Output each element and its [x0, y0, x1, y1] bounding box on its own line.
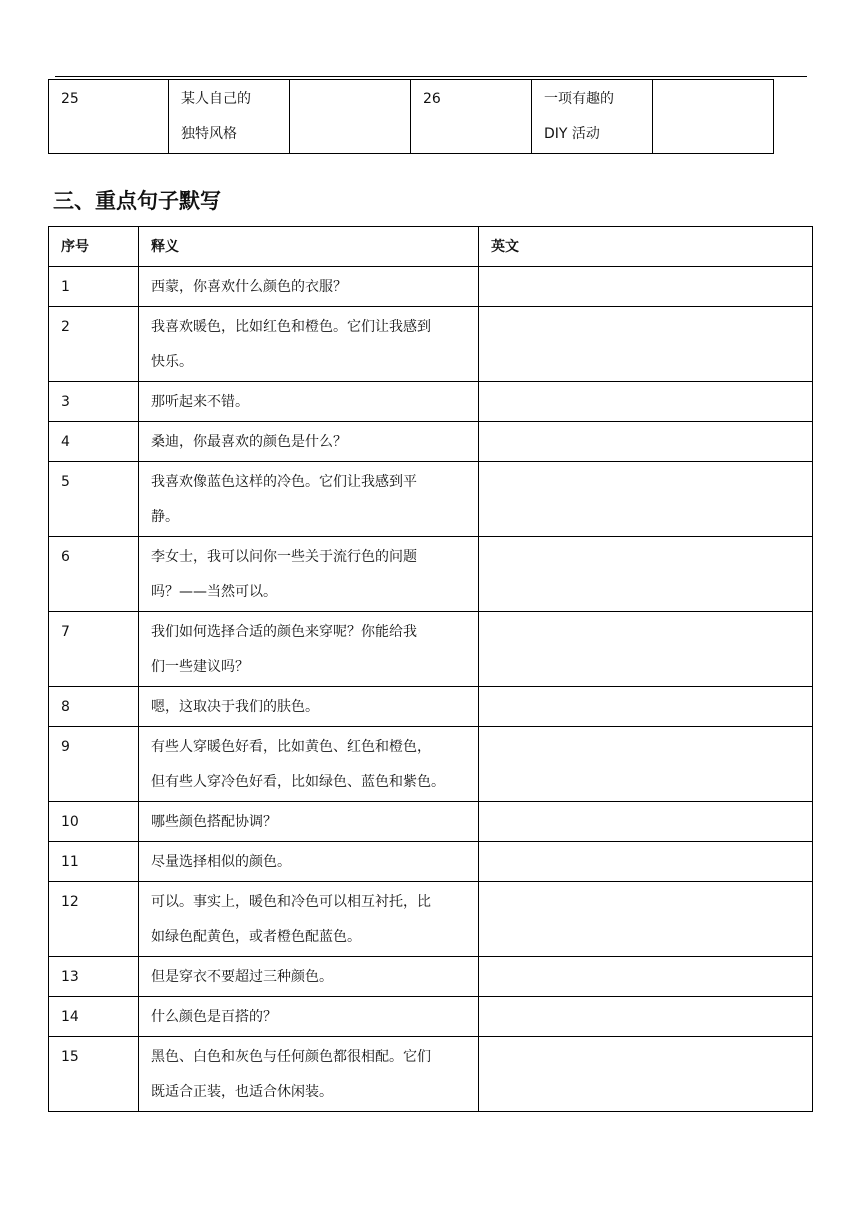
row-number: 1: [49, 267, 139, 307]
table-row: [49, 687, 813, 727]
row-chinese-meaning: [139, 802, 479, 842]
meaning-line: 们一些建议吗？: [151, 659, 249, 675]
row-number: 14: [49, 997, 139, 1037]
row-number: 13: [49, 957, 139, 997]
vocabulary-table: [48, 79, 774, 154]
vocab-number: 25: [49, 80, 169, 154]
vocab-chinese-line: DIY 活动: [544, 126, 600, 142]
vocab-chinese-line: 某人自己的: [181, 91, 251, 107]
table-row: [49, 422, 813, 462]
row-english-blank[interactable]: [479, 957, 813, 997]
vocab-number: 26: [411, 80, 532, 154]
vocab-row: [49, 80, 774, 154]
row-chinese-meaning: [139, 382, 479, 422]
row-chinese-meaning: [139, 1037, 479, 1112]
row-number: 5: [49, 462, 139, 537]
row-number: 10: [49, 802, 139, 842]
meaning-line: 有些人穿暖色好看，比如黄色、红色和橙色，: [151, 739, 431, 755]
row-chinese-meaning: [139, 727, 479, 802]
row-english-blank[interactable]: [479, 537, 813, 612]
row-english-blank[interactable]: [479, 727, 813, 802]
meaning-line: 静。: [151, 509, 179, 525]
row-number: 11: [49, 842, 139, 882]
meaning-line: 快乐。: [151, 354, 193, 370]
table-row: [49, 802, 813, 842]
vocab-chinese: [169, 80, 290, 154]
vocab-chinese-line: 一项有趣的: [544, 91, 614, 107]
sentences-table: [48, 226, 813, 1112]
meaning-line: 那听起来不错。: [151, 394, 249, 410]
table-row: [49, 727, 813, 802]
meaning-line: 哪些颜色搭配协调？: [151, 814, 277, 830]
header-number: 序号: [49, 227, 139, 267]
table-header-row: [49, 227, 813, 267]
row-chinese-meaning: [139, 997, 479, 1037]
row-english-blank[interactable]: [479, 842, 813, 882]
row-number: 7: [49, 612, 139, 687]
row-chinese-meaning: [139, 842, 479, 882]
table-row: [49, 307, 813, 382]
table-row: [49, 462, 813, 537]
row-english-blank[interactable]: [479, 1037, 813, 1112]
page-header-rule: [55, 76, 807, 77]
meaning-line: 如绿色配黄色，或者橙色配蓝色。: [151, 929, 361, 945]
table-row: [49, 842, 813, 882]
meaning-line: 尽量选择相似的颜色。: [151, 854, 291, 870]
meaning-line: 西蒙，你喜欢什么颜色的衣服？: [151, 279, 347, 295]
meaning-line: 我们如何选择合适的颜色来穿呢？你能给我: [151, 624, 417, 640]
row-english-blank[interactable]: [479, 462, 813, 537]
meaning-line: 什么颜色是百搭的？: [151, 1009, 277, 1025]
row-chinese-meaning: [139, 612, 479, 687]
meaning-line: 但是穿衣不要超过三种颜色。: [151, 969, 333, 985]
row-chinese-meaning: [139, 957, 479, 997]
row-number: 4: [49, 422, 139, 462]
section-title: 三、重点句子默写: [53, 189, 221, 213]
header-english: 英文: [479, 227, 813, 267]
table-row: [49, 267, 813, 307]
row-english-blank[interactable]: [479, 267, 813, 307]
row-chinese-meaning: [139, 687, 479, 727]
meaning-line: 黑色、白色和灰色与任何颜色都很相配。它们: [151, 1049, 431, 1065]
meaning-line: 我喜欢像蓝色这样的冷色。它们让我感到平: [151, 474, 417, 490]
table-row: [49, 382, 813, 422]
row-number: 9: [49, 727, 139, 802]
table-row: [49, 1037, 813, 1112]
row-number: 2: [49, 307, 139, 382]
meaning-line: 李女士，我可以问你一些关于流行色的问题: [151, 549, 417, 565]
row-number: 15: [49, 1037, 139, 1112]
row-english-blank[interactable]: [479, 612, 813, 687]
meaning-line: 我喜欢暖色，比如红色和橙色。它们让我感到: [151, 319, 431, 335]
row-chinese-meaning: [139, 422, 479, 462]
row-english-blank[interactable]: [479, 307, 813, 382]
row-number: 12: [49, 882, 139, 957]
table-row: [49, 882, 813, 957]
meaning-line: 吗？——当然可以。: [151, 584, 277, 600]
row-chinese-meaning: [139, 537, 479, 612]
meaning-line: 既适合正装，也适合休闲装。: [151, 1084, 333, 1100]
table-row: [49, 957, 813, 997]
meaning-line: 但有些人穿冷色好看，比如绿色、蓝色和紫色。: [151, 774, 445, 790]
vocab-chinese-line: 独特风格: [181, 126, 237, 142]
row-number: 6: [49, 537, 139, 612]
vocab-english-blank[interactable]: [653, 80, 774, 154]
meaning-line: 桑迪，你最喜欢的颜色是什么？: [151, 434, 347, 450]
row-english-blank[interactable]: [479, 882, 813, 957]
row-number: 3: [49, 382, 139, 422]
row-english-blank[interactable]: [479, 687, 813, 727]
row-english-blank[interactable]: [479, 802, 813, 842]
row-chinese-meaning: [139, 462, 479, 537]
row-english-blank[interactable]: [479, 382, 813, 422]
row-english-blank[interactable]: [479, 422, 813, 462]
row-english-blank[interactable]: [479, 997, 813, 1037]
row-chinese-meaning: [139, 882, 479, 957]
vocab-chinese: [532, 80, 653, 154]
meaning-line: 可以。事实上，暖色和冷色可以相互衬托，比: [151, 894, 431, 910]
header-meaning: 释义: [139, 227, 479, 267]
row-chinese-meaning: [139, 307, 479, 382]
table-row: [49, 612, 813, 687]
vocab-english-blank[interactable]: [290, 80, 411, 154]
row-number: 8: [49, 687, 139, 727]
table-row: [49, 997, 813, 1037]
table-row: [49, 537, 813, 612]
meaning-line: 嗯，这取决于我们的肤色。: [151, 699, 319, 715]
row-chinese-meaning: [139, 267, 479, 307]
